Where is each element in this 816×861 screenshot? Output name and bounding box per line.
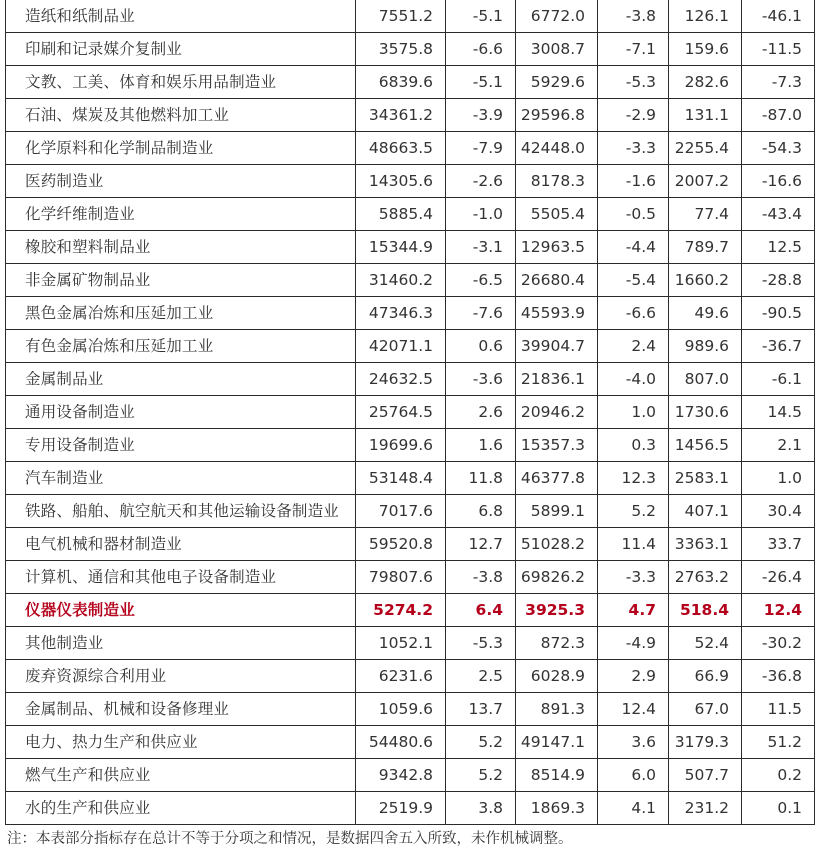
industry-name-cell: 文教、工美、体育和娱乐用品制造业 (6, 66, 356, 99)
cell-growth-1: 2.5 (446, 660, 516, 693)
cell-growth-3: -87.0 (742, 99, 815, 132)
cell-growth-1: 5.2 (446, 759, 516, 792)
industry-data-table (5, 0, 815, 825)
cell-growth-2: 1.0 (598, 396, 669, 429)
cell-growth-3: -43.4 (742, 198, 815, 231)
table-row (6, 99, 815, 132)
cell-growth-3: -90.5 (742, 297, 815, 330)
cell-growth-2: -0.5 (598, 198, 669, 231)
cell-growth-2: 5.2 (598, 495, 669, 528)
cell-growth-2: 3.6 (598, 726, 669, 759)
cell-value-2: 15357.3 (516, 429, 598, 462)
cell-value-2: 8178.3 (516, 165, 598, 198)
cell-value-3: 131.1 (669, 99, 742, 132)
industry-name-cell: 其他制造业 (6, 627, 356, 660)
cell-growth-1: 6.8 (446, 495, 516, 528)
table-row (6, 33, 815, 66)
cell-growth-3: 14.5 (742, 396, 815, 429)
cell-value-2: 872.3 (516, 627, 598, 660)
industry-name-cell: 水的生产和供应业 (6, 792, 356, 825)
cell-value-1: 19699.6 (356, 429, 446, 462)
industry-name-cell: 石油、煤炭及其他燃料加工业 (6, 99, 356, 132)
cell-value-2: 42448.0 (516, 132, 598, 165)
cell-value-1: 7551.2 (356, 0, 446, 33)
cell-value-1: 59520.8 (356, 528, 446, 561)
cell-value-2: 21836.1 (516, 363, 598, 396)
cell-value-2: 29596.8 (516, 99, 598, 132)
cell-growth-1: -6.5 (446, 264, 516, 297)
cell-value-3: 3179.3 (669, 726, 742, 759)
cell-value-1: 9342.8 (356, 759, 446, 792)
table-row (6, 792, 815, 825)
cell-value-3: 989.6 (669, 330, 742, 363)
industry-name-cell: 仪器仪表制造业 (6, 594, 356, 627)
cell-growth-3: -46.1 (742, 0, 815, 33)
table-row (6, 297, 815, 330)
cell-value-2: 3008.7 (516, 33, 598, 66)
cell-growth-2: -7.1 (598, 33, 669, 66)
cell-growth-3: -16.6 (742, 165, 815, 198)
table-row (6, 396, 815, 429)
cell-value-3: 231.2 (669, 792, 742, 825)
industry-name-cell: 橡胶和塑料制品业 (6, 231, 356, 264)
industry-name-cell: 通用设备制造业 (6, 396, 356, 429)
cell-growth-2: 4.7 (598, 594, 669, 627)
table-row (6, 495, 815, 528)
table-row (6, 693, 815, 726)
cell-value-2: 6028.9 (516, 660, 598, 693)
cell-growth-3: 12.4 (742, 594, 815, 627)
cell-growth-2: -6.6 (598, 297, 669, 330)
cell-value-3: 67.0 (669, 693, 742, 726)
cell-value-2: 1869.3 (516, 792, 598, 825)
cell-value-1: 47346.3 (356, 297, 446, 330)
cell-growth-3: -36.8 (742, 660, 815, 693)
cell-growth-3: -36.7 (742, 330, 815, 363)
table-row (6, 264, 815, 297)
table-row (6, 429, 815, 462)
table-body (6, 0, 815, 825)
cell-value-3: 282.6 (669, 66, 742, 99)
industry-name-cell: 造纸和纸制品业 (6, 0, 356, 33)
cell-growth-1: 5.2 (446, 726, 516, 759)
cell-value-2: 12963.5 (516, 231, 598, 264)
cell-value-1: 15344.9 (356, 231, 446, 264)
cell-growth-1: 1.6 (446, 429, 516, 462)
cell-value-1: 6839.6 (356, 66, 446, 99)
table-row (6, 0, 815, 33)
cell-value-3: 52.4 (669, 627, 742, 660)
industry-name-cell: 有色金属冶炼和压延加工业 (6, 330, 356, 363)
cell-value-3: 3363.1 (669, 528, 742, 561)
cell-growth-1: 12.7 (446, 528, 516, 561)
table-row (6, 462, 815, 495)
table-row (6, 165, 815, 198)
cell-value-3: 49.6 (669, 297, 742, 330)
industry-name-cell: 非金属矿物制品业 (6, 264, 356, 297)
cell-growth-3: -30.2 (742, 627, 815, 660)
cell-growth-1: -5.3 (446, 627, 516, 660)
cell-value-2: 5505.4 (516, 198, 598, 231)
cell-value-2: 69826.2 (516, 561, 598, 594)
cell-value-1: 5885.4 (356, 198, 446, 231)
cell-value-1: 34361.2 (356, 99, 446, 132)
cell-growth-1: -3.1 (446, 231, 516, 264)
cell-value-1: 1052.1 (356, 627, 446, 660)
cell-growth-2: 2.4 (598, 330, 669, 363)
footnote: 注：本表部分指标存在总计不等于分项之和情况，是数据四舍五入所致，未作机械调整。 (7, 831, 573, 847)
cell-value-2: 39904.7 (516, 330, 598, 363)
cell-value-1: 42071.1 (356, 330, 446, 363)
cell-value-2: 26680.4 (516, 264, 598, 297)
industry-name-cell: 化学原料和化学制品制造业 (6, 132, 356, 165)
cell-growth-2: 0.3 (598, 429, 669, 462)
industry-name-cell: 电气机械和器材制造业 (6, 528, 356, 561)
cell-growth-2: 4.1 (598, 792, 669, 825)
cell-growth-3: 1.0 (742, 462, 815, 495)
cell-value-1: 25764.5 (356, 396, 446, 429)
cell-value-3: 518.4 (669, 594, 742, 627)
cell-value-1: 48663.5 (356, 132, 446, 165)
cell-value-3: 77.4 (669, 198, 742, 231)
cell-growth-3: 12.5 (742, 231, 815, 264)
cell-growth-2: -1.6 (598, 165, 669, 198)
cell-value-3: 2763.2 (669, 561, 742, 594)
cell-growth-1: -7.6 (446, 297, 516, 330)
cell-growth-2: -5.4 (598, 264, 669, 297)
cell-growth-3: 0.2 (742, 759, 815, 792)
cell-growth-3: 33.7 (742, 528, 815, 561)
industry-name-cell: 金属制品业 (6, 363, 356, 396)
table-row (6, 66, 815, 99)
industry-name-cell: 专用设备制造业 (6, 429, 356, 462)
cell-value-1: 3575.8 (356, 33, 446, 66)
cell-value-3: 2007.2 (669, 165, 742, 198)
industry-name-cell: 化学纤维制造业 (6, 198, 356, 231)
table-row (6, 231, 815, 264)
industry-name-cell: 计算机、通信和其他电子设备制造业 (6, 561, 356, 594)
cell-value-3: 159.6 (669, 33, 742, 66)
cell-value-3: 1456.5 (669, 429, 742, 462)
industry-name-cell: 燃气生产和供应业 (6, 759, 356, 792)
industry-name-cell: 印刷和记录媒介复制业 (6, 33, 356, 66)
cell-growth-2: -5.3 (598, 66, 669, 99)
cell-growth-1: -5.1 (446, 0, 516, 33)
cell-growth-1: -3.6 (446, 363, 516, 396)
cell-growth-2: 12.3 (598, 462, 669, 495)
cell-growth-2: -4.4 (598, 231, 669, 264)
cell-value-1: 31460.2 (356, 264, 446, 297)
cell-growth-1: 6.4 (446, 594, 516, 627)
cell-value-3: 126.1 (669, 0, 742, 33)
table-row (6, 198, 815, 231)
cell-growth-3: 2.1 (742, 429, 815, 462)
cell-growth-3: 11.5 (742, 693, 815, 726)
cell-growth-1: 2.6 (446, 396, 516, 429)
cell-value-2: 5899.1 (516, 495, 598, 528)
cell-value-3: 789.7 (669, 231, 742, 264)
industry-name-cell: 医药制造业 (6, 165, 356, 198)
industry-name-cell: 电力、热力生产和供应业 (6, 726, 356, 759)
table-row (6, 627, 815, 660)
cell-growth-2: 2.9 (598, 660, 669, 693)
cell-value-1: 79807.6 (356, 561, 446, 594)
cell-value-3: 2583.1 (669, 462, 742, 495)
table-row (6, 726, 815, 759)
cell-growth-2: -4.0 (598, 363, 669, 396)
cell-growth-1: 11.8 (446, 462, 516, 495)
cell-growth-3: -6.1 (742, 363, 815, 396)
cell-growth-1: -5.1 (446, 66, 516, 99)
cell-growth-2: -3.8 (598, 0, 669, 33)
cell-value-3: 2255.4 (669, 132, 742, 165)
cell-value-1: 24632.5 (356, 363, 446, 396)
table-row (6, 363, 815, 396)
cell-value-3: 507.7 (669, 759, 742, 792)
cell-growth-3: 0.1 (742, 792, 815, 825)
cell-value-2: 5929.6 (516, 66, 598, 99)
cell-value-2: 20946.2 (516, 396, 598, 429)
cell-value-1: 5274.2 (356, 594, 446, 627)
cell-growth-1: -3.8 (446, 561, 516, 594)
cell-value-3: 407.1 (669, 495, 742, 528)
cell-growth-3: -26.4 (742, 561, 815, 594)
cell-growth-2: -2.9 (598, 99, 669, 132)
cell-growth-2: -3.3 (598, 561, 669, 594)
cell-value-1: 1059.6 (356, 693, 446, 726)
cell-growth-3: -54.3 (742, 132, 815, 165)
cell-growth-1: -7.9 (446, 132, 516, 165)
cell-growth-1: 13.7 (446, 693, 516, 726)
cell-value-3: 807.0 (669, 363, 742, 396)
cell-value-1: 7017.6 (356, 495, 446, 528)
cell-growth-1: 0.6 (446, 330, 516, 363)
cell-value-1: 53148.4 (356, 462, 446, 495)
cell-value-1: 14305.6 (356, 165, 446, 198)
cell-value-1: 54480.6 (356, 726, 446, 759)
cell-value-2: 3925.3 (516, 594, 598, 627)
cell-growth-3: -28.8 (742, 264, 815, 297)
cell-value-3: 1730.6 (669, 396, 742, 429)
table-row (6, 330, 815, 363)
cell-value-2: 49147.1 (516, 726, 598, 759)
cell-value-3: 66.9 (669, 660, 742, 693)
cell-growth-1: -3.9 (446, 99, 516, 132)
cell-growth-3: -11.5 (742, 33, 815, 66)
cell-value-2: 891.3 (516, 693, 598, 726)
cell-value-2: 6772.0 (516, 0, 598, 33)
cell-value-1: 6231.6 (356, 660, 446, 693)
cell-value-2: 51028.2 (516, 528, 598, 561)
cell-growth-3: -7.3 (742, 66, 815, 99)
cell-value-2: 45593.9 (516, 297, 598, 330)
industry-name-cell: 金属制品、机械和设备修理业 (6, 693, 356, 726)
industry-name-cell: 铁路、船舶、航空航天和其他运输设备制造业 (6, 495, 356, 528)
table-row (6, 660, 815, 693)
cell-growth-3: 30.4 (742, 495, 815, 528)
cell-growth-2: 11.4 (598, 528, 669, 561)
cell-growth-2: 6.0 (598, 759, 669, 792)
industry-name-cell: 黑色金属冶炼和压延加工业 (6, 297, 356, 330)
table-row (6, 528, 815, 561)
cell-growth-2: 12.4 (598, 693, 669, 726)
cell-value-3: 1660.2 (669, 264, 742, 297)
cell-value-2: 46377.8 (516, 462, 598, 495)
industry-name-cell: 废弃资源综合利用业 (6, 660, 356, 693)
cell-growth-1: -6.6 (446, 33, 516, 66)
table-row (6, 132, 815, 165)
cell-value-1: 2519.9 (356, 792, 446, 825)
industry-name-cell: 汽车制造业 (6, 462, 356, 495)
table-row (6, 759, 815, 792)
cell-growth-2: -3.3 (598, 132, 669, 165)
cell-growth-3: 51.2 (742, 726, 815, 759)
table-row (6, 561, 815, 594)
cell-value-2: 8514.9 (516, 759, 598, 792)
table-row (6, 594, 815, 627)
cell-growth-1: -2.6 (446, 165, 516, 198)
cell-growth-1: -1.0 (446, 198, 516, 231)
cell-growth-2: -4.9 (598, 627, 669, 660)
cell-growth-1: 3.8 (446, 792, 516, 825)
